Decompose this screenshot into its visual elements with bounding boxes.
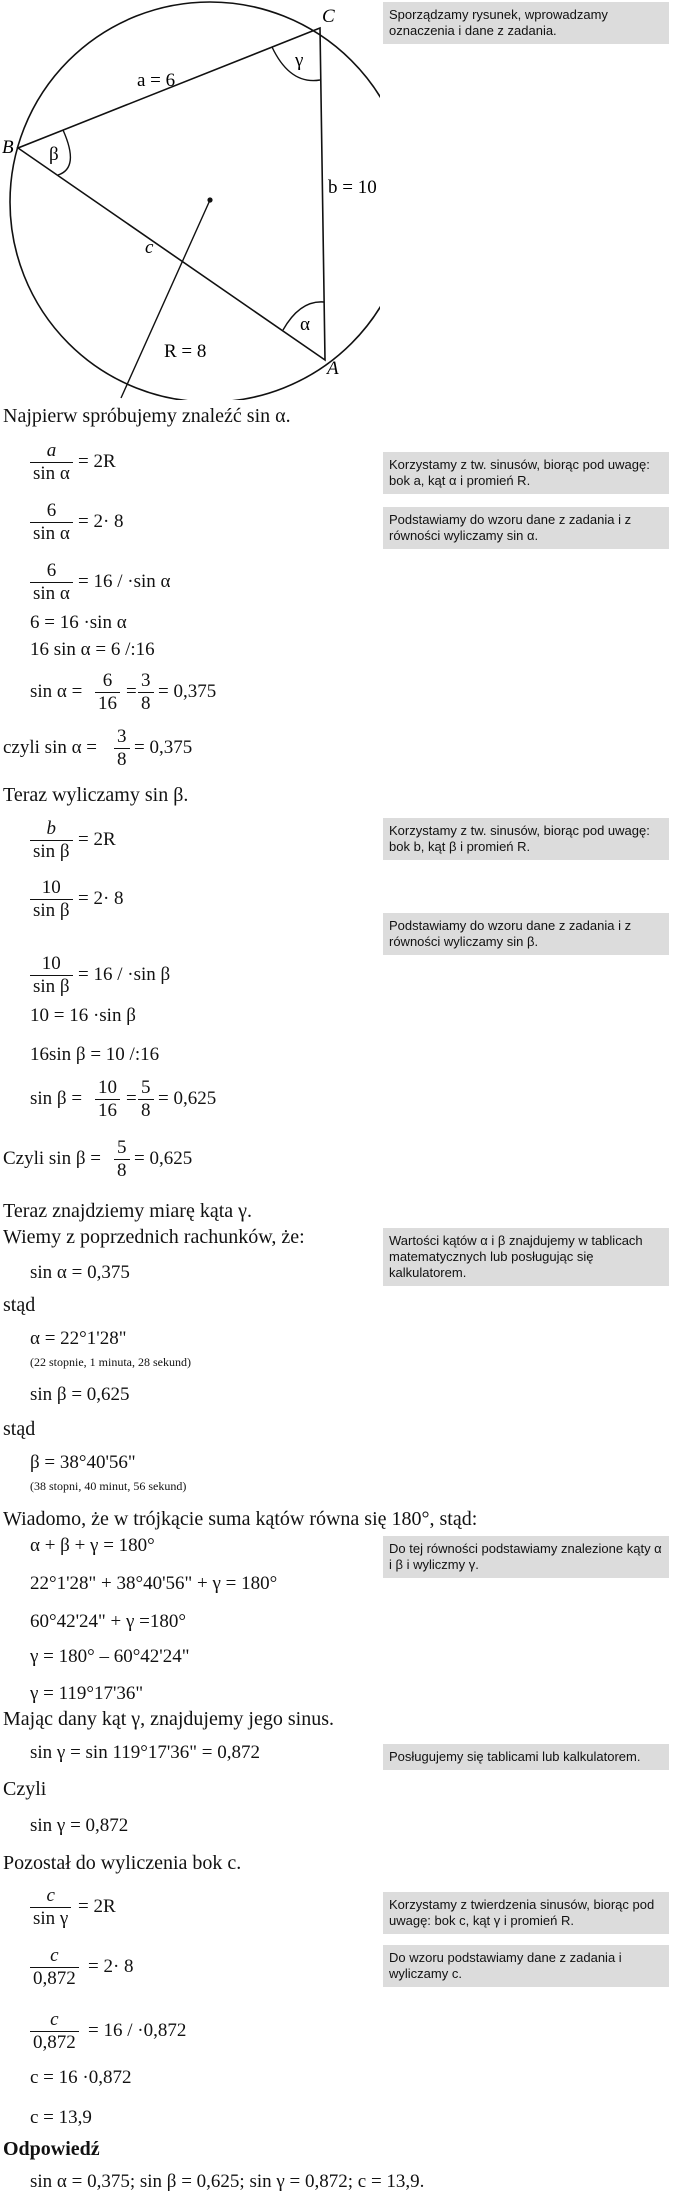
eq-rhs: = 0,625 [158, 1088, 217, 1109]
fraction: $\frac{10}{\text{sin β}}$ [30, 877, 73, 922]
eq-line: γ = 119°17'36" [30, 1683, 144, 1704]
eq-rhs: = 16 / ·sin β [78, 964, 171, 985]
wiemy-text: Wiemy z poprzednich rachunków, że: [3, 1226, 305, 1248]
eq-line: α + β + γ = 180° [30, 1535, 155, 1556]
eq-rhs: = 2R [78, 1896, 116, 1917]
eq-line: γ = 180° – 60°42'24" [30, 1646, 190, 1667]
label-B: B [2, 137, 14, 158]
fraction: $\frac{6}{16}$ [95, 670, 120, 715]
eq-line: 10 = 16 ·sin β [30, 1005, 136, 1026]
eq-rhs: = 0,375 [158, 681, 217, 702]
eq-line: c = 16 ·0,872 [30, 2067, 132, 2088]
note-tables: Wartości kątów α i β znajdujemy w tablicach matematycznych lub posługując się kalkulatorem. [383, 1228, 669, 1286]
center-point [207, 197, 212, 202]
eq-rhs: = 0,375 [134, 737, 193, 758]
angle-explanation: (38 stopni, 40 minut, 56 sekund) [30, 1479, 187, 1493]
angle-arc-beta [58, 130, 70, 175]
answer-line: sin α = 0,375; sin β = 0,625; sin γ = 0,872; c = 13,9. [30, 2171, 425, 2192]
label-C: C [322, 6, 335, 27]
fraction: $\frac{c}{0,872}$ [30, 1945, 79, 1990]
note-substitute-c: Do wzoru podstawiamy dane z zadania i wyliczamy c. [383, 1945, 669, 1987]
eq-line: 16 sin α = 6 /:16 [30, 639, 155, 660]
eq-line: 6 = 16 ·sin α [30, 612, 127, 633]
eq-lhs: czyli sin α = [3, 737, 98, 758]
stad-text: stąd [3, 1294, 36, 1316]
fraction: $\frac{10}{\text{sin β}}$ [30, 953, 73, 998]
fraction: $\frac{b}{\text{sin β}}$ [30, 818, 73, 863]
pozostal-text: Pozostał do wyliczenia bok c. [3, 1852, 242, 1874]
eq-rhs: = 2· 8 [88, 1956, 134, 1977]
eq-line: 60°42'24" + γ =180° [30, 1611, 186, 1632]
label-a: a = 6 [137, 70, 176, 91]
fraction: $\frac{6}{\text{sin α}}$ [30, 560, 73, 605]
eq-rhs: = 2· 8 [78, 888, 124, 909]
angle-explanation: (22 stopnie, 1 minuta, 28 sekund) [30, 1355, 191, 1369]
note-substitute-b: Podstawiamy do wzoru dane z zadania i z równości wyliczamy sin β. [383, 913, 669, 955]
eq-line: sin β = 0,625 [30, 1384, 130, 1405]
note-calculator: Posługujemy się tablicami lub kalkulatorem. [383, 1744, 669, 1770]
label-gamma: γ [295, 50, 304, 71]
eq-sign: = [126, 681, 137, 702]
label-b: b = 10 [328, 177, 377, 198]
note-sine-law-a: Korzystamy z tw. sinusów, biorąc pod uwagę: bok a, kąt α i promień R. [383, 452, 669, 494]
eq-line: c = 13,9 [30, 2107, 92, 2128]
intro-beta: Teraz wyliczamy sin β. [3, 784, 189, 806]
majac-text: Mając dany kąt γ, znajdujemy jego sinus. [3, 1708, 334, 1730]
intro-alpha: Najpierw spróbujemy znaleźć sin α. [3, 405, 291, 427]
eq-rhs: = 2R [78, 829, 116, 850]
eq-line: sin γ = 0,872 [30, 1815, 129, 1836]
fraction: $\frac{c}{0,872}$ [30, 2009, 79, 2054]
label-c: c [145, 237, 154, 258]
fraction: $\frac{6}{\text{sin α}}$ [30, 500, 73, 545]
eq-line: sin α = 0,375 [30, 1262, 130, 1283]
fraction: $\frac{c}{\text{sin γ}}$ [30, 1885, 71, 1930]
eq-rhs: = 2· 8 [78, 511, 124, 532]
eq-lhs: sin β = [30, 1088, 83, 1109]
eq-lhs: sin α = [30, 681, 83, 702]
radius-line [121, 200, 210, 398]
eq-line: β = 38°40'56" [30, 1452, 136, 1473]
eq-rhs: = 16 / ·sin α [78, 571, 171, 592]
note-substitute-a: Podstawiamy do wzoru dane z zadania i z równości wyliczamy sin α. [383, 507, 669, 549]
note-drawing: Sporządzamy rysunek, wprowadzamy oznaczenia i dane z zadania. [383, 2, 669, 44]
fraction: $\frac{3}{8}$ [138, 670, 154, 715]
fraction: $\frac{3}{8}$ [114, 726, 130, 771]
fraction: $\frac{a}{\text{sin α}}$ [30, 440, 73, 485]
eq-sign: = [126, 1088, 137, 1109]
fraction: $\frac{10}{16}$ [95, 1077, 120, 1122]
fraction: $\frac{5}{8}$ [114, 1137, 130, 1182]
label-alpha: α [300, 314, 310, 335]
note-angle-sum: Do tej równości podstawiamy znalezione kąty α i β i wyliczmy γ. [383, 1536, 669, 1578]
label-beta: β [49, 144, 59, 165]
eq-rhs: = 0,625 [134, 1148, 193, 1169]
answer-heading: Odpowiedź [3, 2138, 100, 2160]
eq-line: 16sin β = 10 /:16 [30, 1044, 160, 1065]
eq-line: α = 22°1'28" [30, 1328, 127, 1349]
stad-text: stąd [3, 1418, 36, 1440]
note-sine-law-c: Korzystamy z twierdzenia sinusów, biorąc pod uwagę: bok c, kąt γ i promień R. [383, 1892, 669, 1934]
wiadomo-text: Wiadomo, że w trójkącie suma kątów równa się 180°, stąd: [3, 1508, 478, 1530]
fraction: $\frac{5}{8}$ [138, 1077, 154, 1122]
label-A: A [327, 358, 339, 379]
eq-line: 22°1'28" + 38°40'56" + γ = 180° [30, 1573, 278, 1594]
label-R: R = 8 [164, 341, 207, 362]
eq-line: sin γ = sin 119°17'36" = 0,872 [30, 1742, 260, 1763]
triangle-circle-figure [0, 0, 380, 400]
eq-rhs: = 16 / ·0,872 [88, 2020, 187, 2041]
note-sine-law-b: Korzystamy z tw. sinusów, biorąc pod uwagę: bok b, kąt β i promień R. [383, 818, 669, 860]
eq-rhs: = 2R [78, 451, 116, 472]
czyli-text: Czyli [3, 1778, 47, 1800]
intro-gamma: Teraz znajdziemy miarę kąta γ. [3, 1200, 252, 1222]
eq-lhs: Czyli sin β = [3, 1148, 101, 1169]
